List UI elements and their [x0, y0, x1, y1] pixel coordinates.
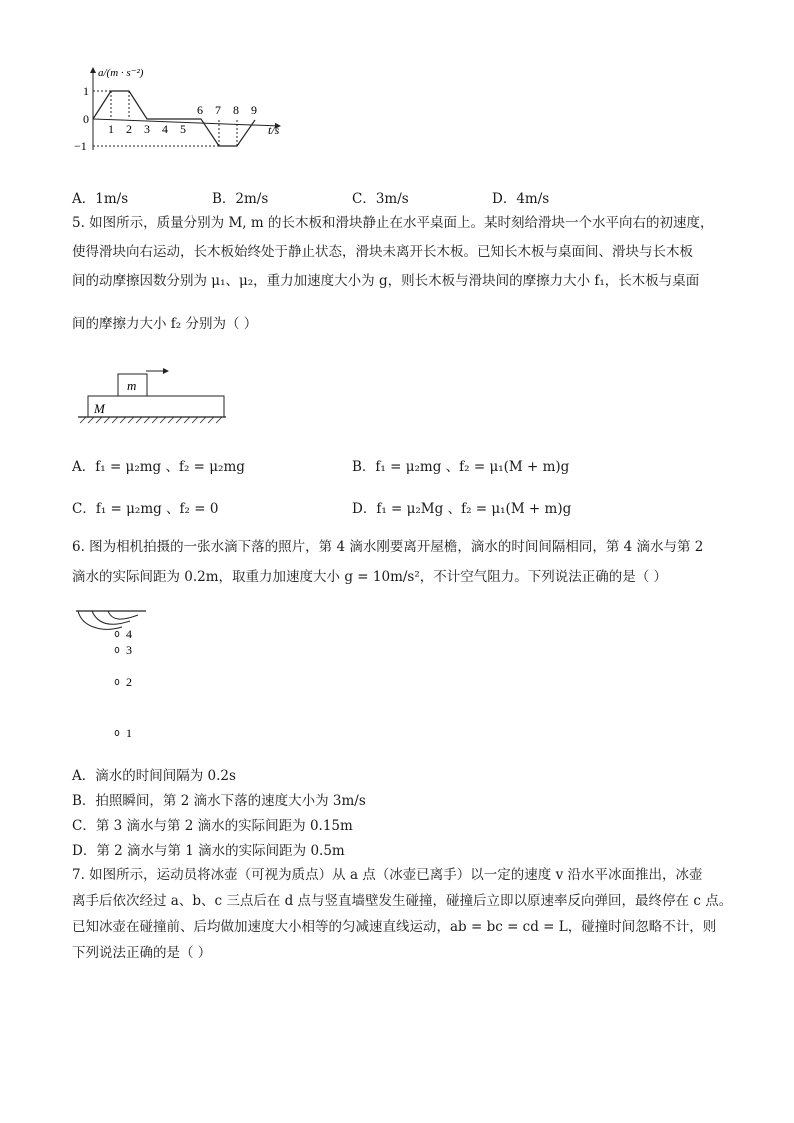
y-tick-1: 1 [83, 84, 89, 98]
q6-line-1: 6. 图为相机拍摄的一张水滴下落的照片，第 4 滴水刚要离开屋檐，滴水的时间间隔相同，第 4 滴水与第 2 [72, 539, 704, 555]
q4-option-c: C．3m/s [352, 191, 409, 207]
q6-option-b: B．拍照瞬间，第 2 滴水下落的速度大小为 3m/s [72, 793, 366, 809]
drop-1-label: 1 [126, 726, 132, 740]
q7-line-3: 已知冰壶在碰撞前、后均做加速度大小相等的匀减速直线运动，ab = bc = cd = L，碰撞时间忽略不计，则 [72, 919, 717, 935]
q4-option-a: A．1m/s [72, 191, 129, 207]
water-drop-figure [72, 605, 172, 745]
drop-4 [115, 631, 119, 636]
small-block-label: m [127, 378, 137, 393]
board-label: M [94, 401, 105, 416]
x-tick-9: 9 [251, 103, 257, 117]
board-block-figure [72, 365, 232, 427]
drop-1 [115, 730, 119, 735]
q7-line-4: 下列说法正确的是（ ） [72, 945, 212, 961]
roof-arc-1 [78, 611, 122, 629]
y-tick-0: 0 [83, 112, 89, 126]
q6-option-d: D．第 2 滴水与第 1 滴水的实际间距为 0.5m [72, 843, 345, 859]
q4-option-b: B．2m/s [212, 191, 269, 207]
x-axis-label: t/s [268, 123, 280, 137]
drop-3-label: 3 [126, 643, 132, 657]
q5-line-2: 使得滑块向右运动，长木板始终处于静止状态，滑块未离开长木板。已知长木板与桌面间、滑块与长木板 [72, 244, 693, 260]
q6-line-2: 滴水的实际间距为 0.2m，取重力加速度大小 g = 10m/s²，不计空气阻力。下列说法正确的是（ ） [72, 569, 668, 585]
q5-option-c: C．f₁ = μ₂mg 、f₂ = 0 [72, 501, 219, 517]
long-board [88, 396, 224, 417]
roof-arc-3 [108, 611, 138, 619]
q5-option-d: D．f₁ = μ₂Mg 、f₂ = μ₁(M + m)g [352, 501, 572, 517]
x-tick-2: 2 [126, 122, 132, 136]
x-tick-3: 3 [144, 122, 150, 136]
y-tick-neg1: −1 [74, 139, 87, 153]
q5-line-3: 间的动摩擦因数分别为 μ₁、μ₂，重力加速度大小为 g，则长木板与滑块间的摩擦力大小 f₁，长木板与桌面 [72, 273, 700, 289]
y-axis-label: a/(m · s⁻²) [98, 67, 144, 79]
drop-3 [115, 647, 119, 652]
q5-option-a: A．f₁ = μ₂mg 、f₂ = μ₂mg [72, 459, 245, 475]
x-tick-8: 8 [233, 103, 239, 117]
x-tick-6: 6 [197, 103, 203, 117]
acceleration-time-graph [70, 60, 300, 160]
drop-2-label: 2 [126, 675, 132, 689]
drop-4-label: 4 [126, 627, 132, 641]
q7-line-2: 离手后依次经过 a、b、c 三点后在 d 点与竖直墙壁发生碰撞，碰撞后立即以原速率反向弹回，最终停在 c 点。 [72, 893, 733, 909]
q5-line-1: 5. 如图所示，质量分别为 M, m 的长木板和滑块静止在水平桌面上。某时刻给滑块一个水平向右的初速度， [72, 215, 714, 231]
q4-option-d: D．4m/s [492, 191, 550, 207]
q5-option-b: B．f₁ = μ₂mg 、f₂ = μ₁(M + m)g [352, 459, 570, 475]
q6-option-c: C．第 3 滴水与第 2 滴水的实际间距为 0.15m [72, 818, 353, 834]
q7-line-1: 7. 如图所示，运动员将冰壶（可视为质点）从 a 点（冰壶已离手）以一定的速度 v 沿水平冰面推出，冰壶 [72, 867, 703, 883]
x-tick-4: 4 [162, 122, 168, 136]
roof-arc-2 [92, 611, 130, 624]
ground-hatching [80, 417, 222, 423]
q5-line-4: 间的摩擦力大小 f₂ 分别为（ ） [72, 316, 258, 332]
x-tick-7: 7 [215, 103, 221, 117]
a-t-curve [93, 91, 255, 146]
drop-2 [115, 679, 119, 684]
x-tick-1: 1 [108, 122, 114, 136]
x-tick-5: 5 [180, 122, 186, 136]
q6-option-a: A．滴水的时间间隔为 0.2s [72, 768, 236, 784]
